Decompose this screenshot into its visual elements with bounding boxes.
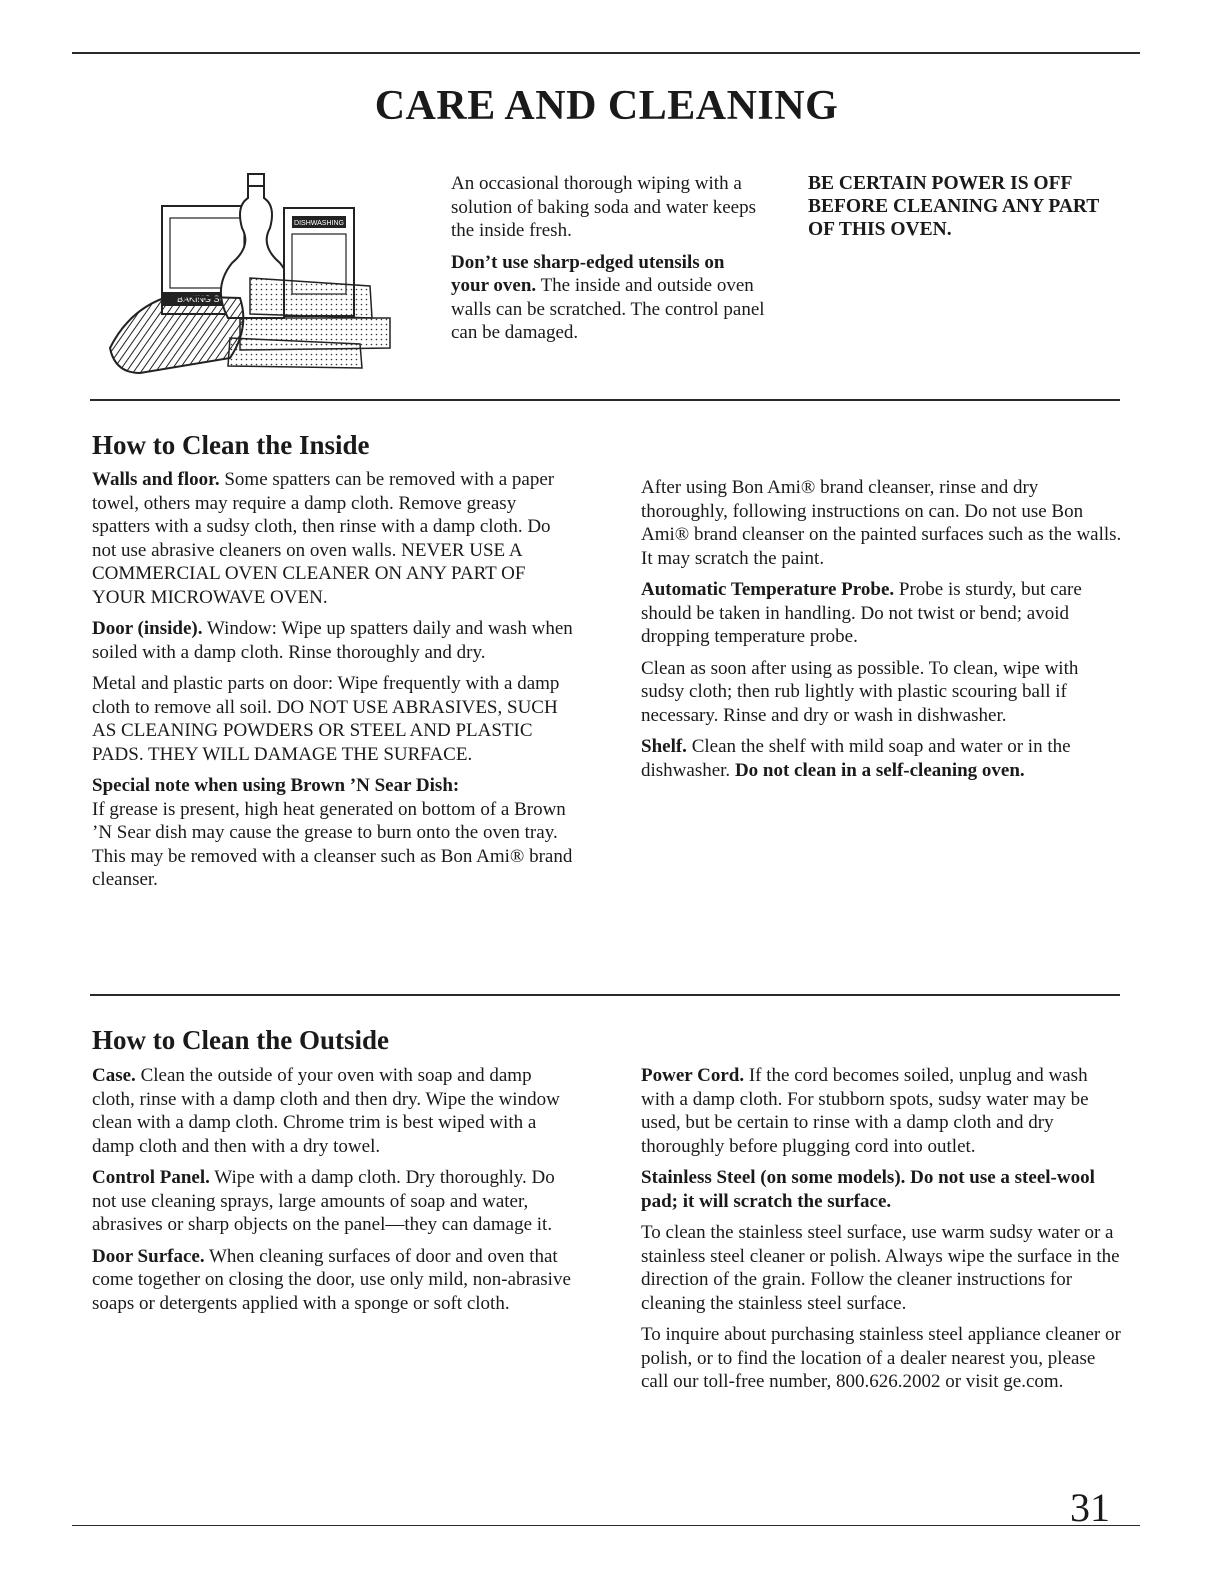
power-off-warning: BE CERTAIN POWER IS OFF BEFORE CLEANING ANY PART OF THIS OVEN. xyxy=(808,173,1099,240)
case-paragraph xyxy=(92,1064,577,1158)
cleaning-supplies-icon xyxy=(100,168,410,383)
doorsurf-lead: Door Surface. xyxy=(92,1245,205,1267)
inquire-paragraph: To inquire about purchasing stainless steel appliance cleaner or polish, or to find the location of a dealer nearest you, please call our toll-free number, 800.626.2002 or visit ge.com. xyxy=(641,1324,1121,1392)
bottle-label: DISHWASHING xyxy=(294,220,344,227)
walls-paragraph xyxy=(92,468,577,609)
power-cord-paragraph xyxy=(641,1064,1126,1158)
shelf-text: Clean the shelf with mild soap and water or in the dishwasher. xyxy=(641,736,1071,781)
stainless-steel-heading: Stainless Steel (on some models). Do not use a steel-wool pad; it will scratch the surface. xyxy=(641,1167,1095,1212)
cord-lead: Power Cord. xyxy=(641,1065,745,1086)
door-text: Window: Wipe up spatters daily and wash when soiled with a damp cloth. Rinse thoroughly and dry. xyxy=(92,618,573,663)
special-lead: Special note when using Brown ’N Sear Dish: xyxy=(92,775,460,796)
cord-text: If the cord becomes soiled, unplug and wash with a damp cloth. For stubborn spots, sudsy water may be used, but be certain to rinse with a damp cloth and dry thoroughly before plugging cord into outlet. xyxy=(641,1065,1089,1157)
special-text: If grease is present, high heat generated on bottom of a Brown ’N Sear dish may cause the grease to burn onto the oven tray. This may be removed with a cleanser such as Bon Ami® brand cleanser. xyxy=(92,798,573,890)
intro-column xyxy=(451,172,766,353)
page-title: CARE AND CLEANING xyxy=(374,83,839,129)
section-rule xyxy=(90,994,1120,996)
inside-heading: How to Clean the Inside xyxy=(92,430,370,460)
probe-lead: Automatic Temperature Probe. xyxy=(641,579,895,600)
doorsurf-text: When cleaning surfaces of door and oven that come together on closing the door, use only mild, non-abrasive soaps or detergents applied with a sponge or soft cloth. xyxy=(92,1245,571,1314)
probe-text: Probe is sturdy, but care should be taken in handling. Do not twist or bend; avoid dropping temperature probe. xyxy=(641,579,1082,647)
intro-warning-paragraph xyxy=(451,251,766,345)
inside-left-column xyxy=(92,468,577,900)
control-panel-paragraph xyxy=(92,1166,577,1237)
shelf-paragraph xyxy=(641,735,1126,782)
intro-text: The inside and outside oven walls can be scratched. The control panel can be damaged. xyxy=(451,275,765,343)
outside-right-column xyxy=(641,1064,1126,1402)
outside-heading: How to Clean the Outside xyxy=(92,1025,389,1055)
bonami-paragraph: After using Bon Ami® brand cleanser, rinse and dry thoroughly, following instructions on can. Do not use Bon Ami® brand cleanser on the painted surfaces such as the walls. It may scratch the paint. xyxy=(641,477,1122,569)
cleaning-supplies-illustration xyxy=(100,168,410,383)
door-surface-paragraph xyxy=(92,1245,577,1316)
probe-paragraph xyxy=(641,578,1126,649)
case-lead: Case. xyxy=(92,1065,136,1086)
door-lead: Door (inside). xyxy=(92,618,203,639)
control-text: Wipe with a damp cloth. Dry thoroughly. Do not use cleaning sprays, large amounts of soap and water, abrasives or sharp objects on the panel—they can damage it. xyxy=(92,1167,555,1235)
special-note-paragraph xyxy=(92,774,577,798)
page-number: 31 xyxy=(1070,1485,1110,1530)
stainless-steel-paragraph: To clean the stainless steel surface, use warm sudsy water or a stainless steel cleaner or polish. Always wipe the surface in the direction of the grain. Follow the cleaner instructions for cleaning the stainless steel surface. xyxy=(641,1222,1120,1314)
door-inside-paragraph xyxy=(92,617,577,664)
bottom-rule xyxy=(72,1525,1140,1526)
section-rule xyxy=(90,399,1120,401)
case-text: Clean the outside of your oven with soap and damp cloth, rinse with a damp cloth and then dry. Wipe the window clean with a damp cloth. Chrome trim is best wiped with a damp cloth and then with a dry towel. xyxy=(92,1065,560,1157)
inside-right-column xyxy=(641,476,1126,790)
outside-left-column xyxy=(92,1064,577,1323)
shelf-warning: Do not clean in a self-cleaning oven. xyxy=(734,759,1025,781)
clean-paragraph: Clean as soon after using as possible. To clean, wipe with sudsy cloth; then rub lightly with plastic scouring ball if necessary. Rinse and dry or wash in dishwasher. xyxy=(641,657,1079,726)
intro-lead: Don’t use sharp-edged utensils on your oven. xyxy=(451,251,725,296)
metal-paragraph: Metal and plastic parts on door: Wipe frequently with a damp cloth to remove all soil. DO NOT USE ABRASIVES, SUCH AS CLEANING POWDERS OR STEEL AND PLASTIC PADS. THEY WILL DAMAGE THE SURFACE. xyxy=(92,673,560,765)
control-lead: Control Panel. xyxy=(92,1167,210,1188)
walls-text: Some spatters can be removed with a paper towel, others may require a damp cloth. Remove greasy spatters with a sudsy cloth, then rinse with a damp cloth. Do not use abrasive cleaners on oven walls. NEVER USE A COMMERCIAL OVEN CLEANER ON ANY PART OF YOUR MICROWAVE OVEN. xyxy=(92,469,555,608)
intro-paragraph: An occasional thorough wiping with a solution of baking soda and water keeps the inside fresh. xyxy=(451,173,756,241)
shelf-lead: Shelf. xyxy=(641,736,687,757)
walls-lead: Walls and floor. xyxy=(92,469,220,490)
top-rule xyxy=(72,52,1140,54)
